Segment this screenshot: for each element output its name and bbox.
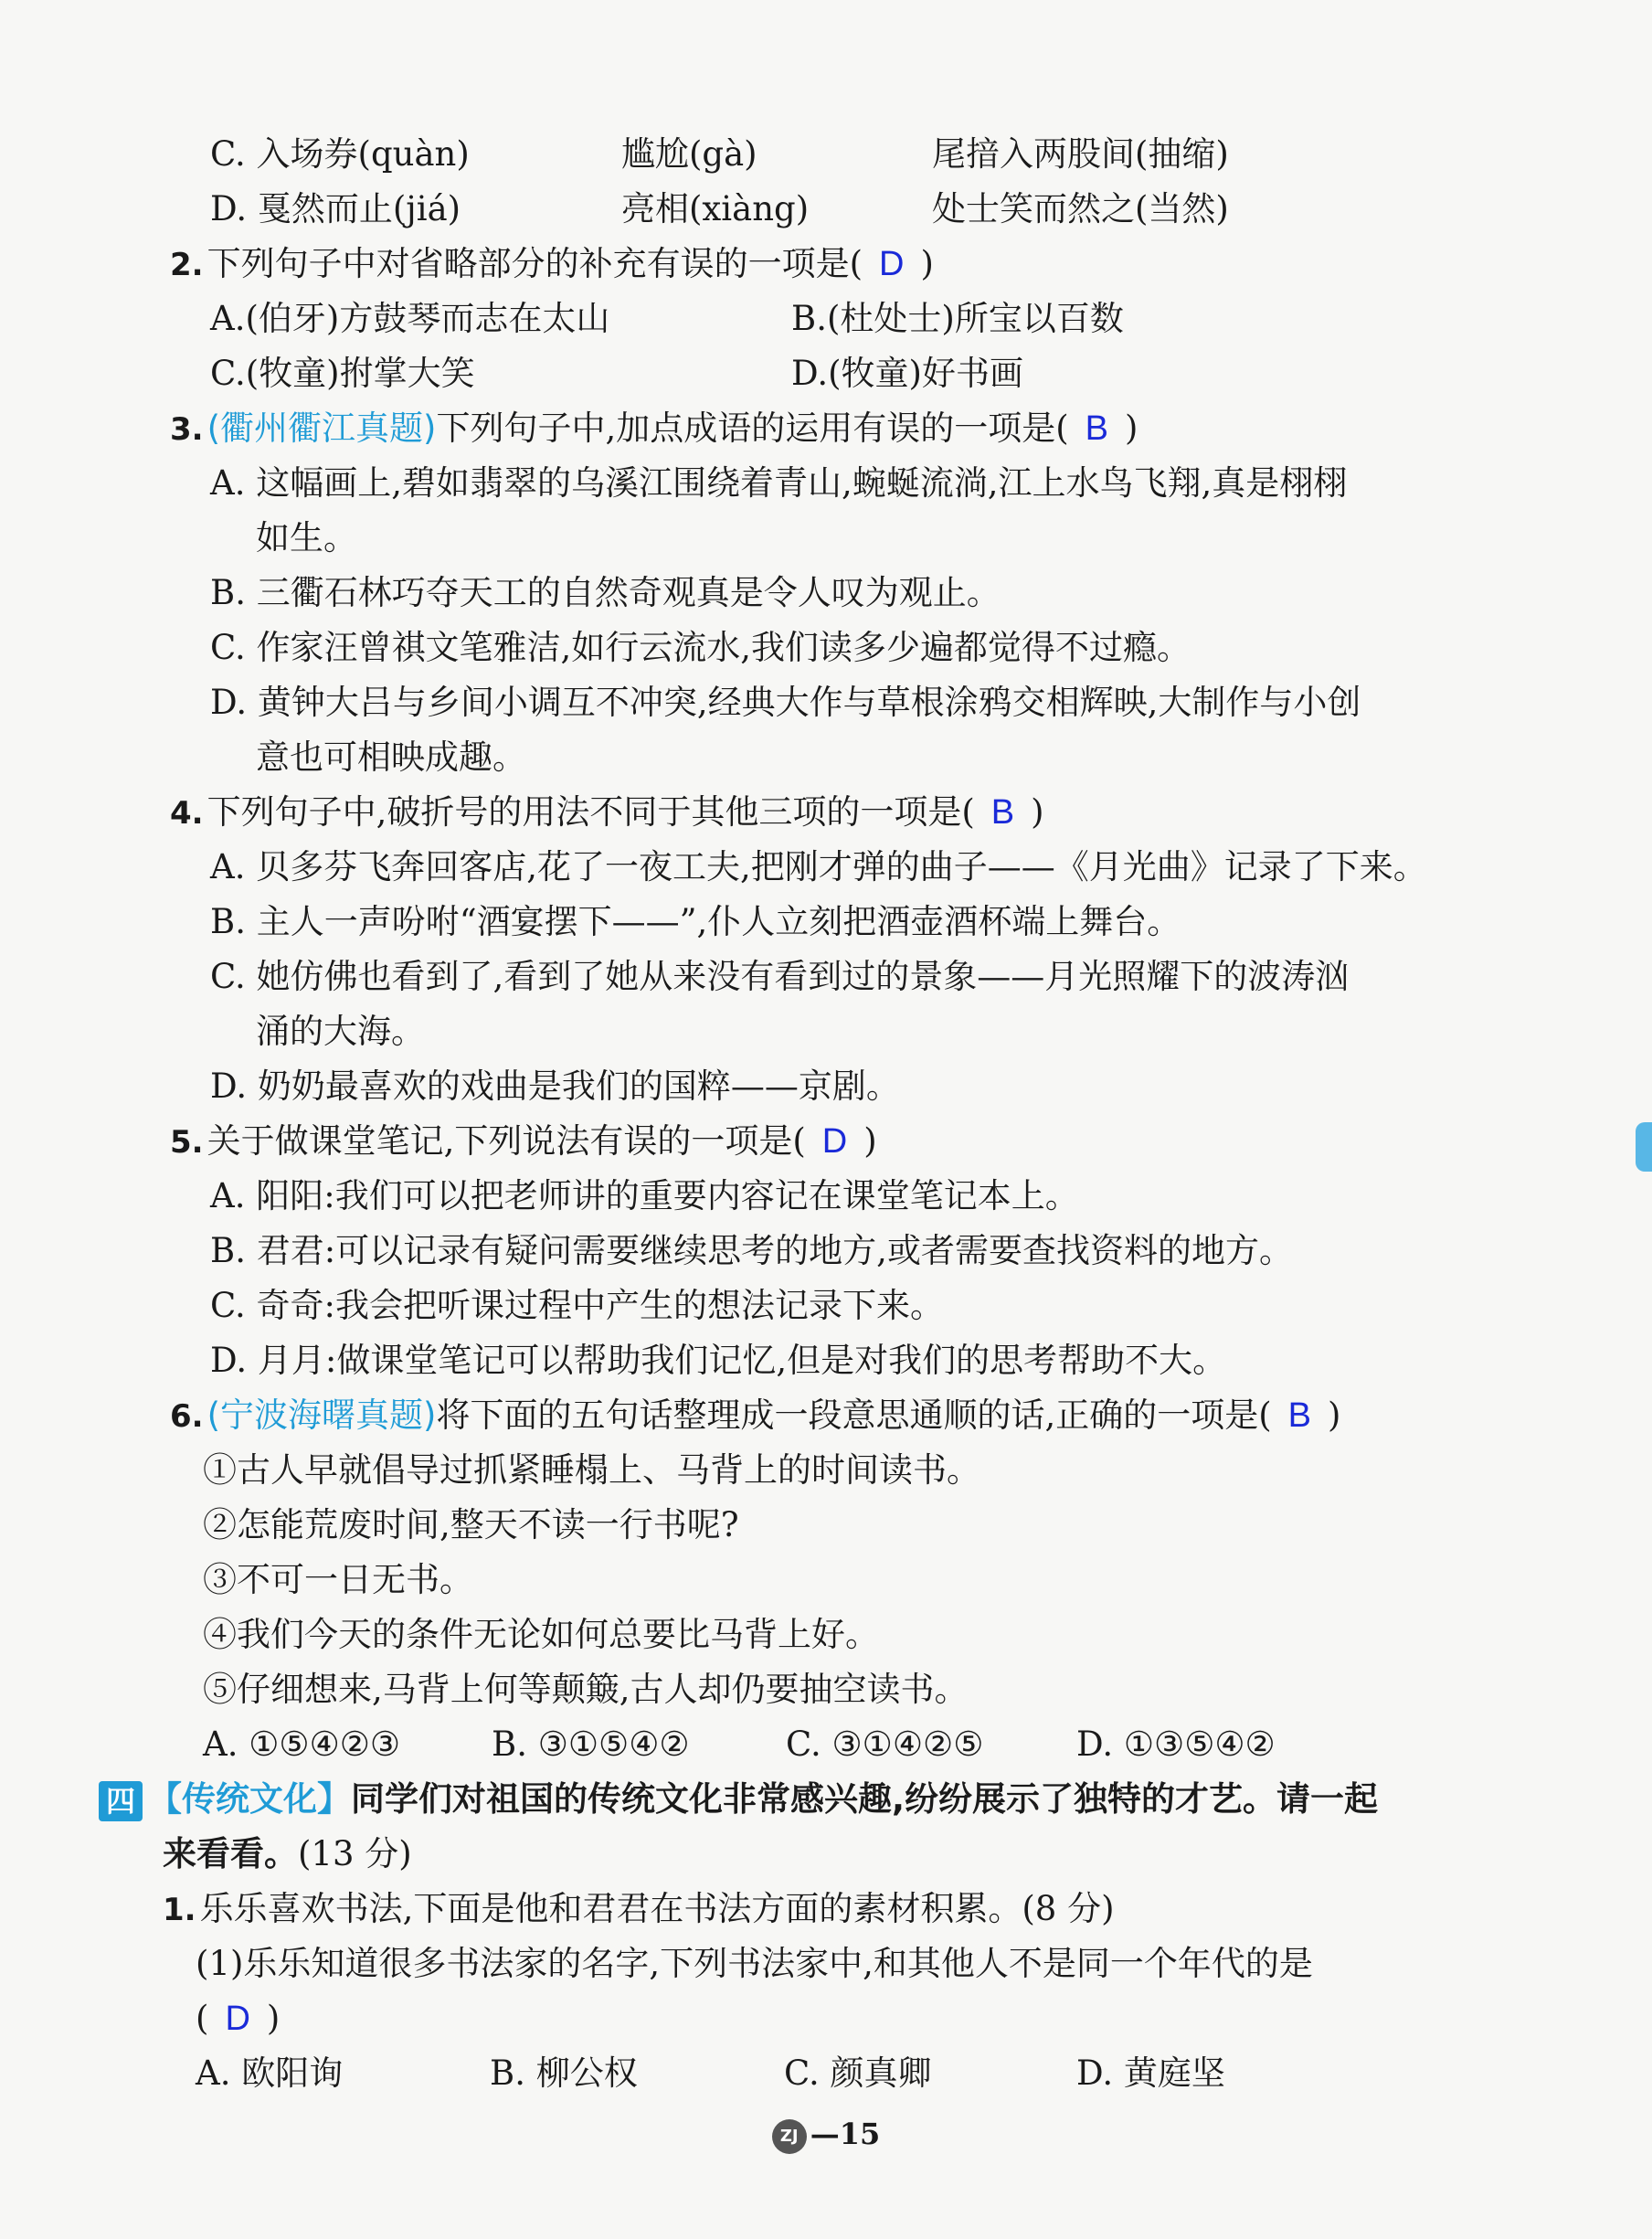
q3-number: 3. xyxy=(170,411,204,448)
q2-answer: D xyxy=(879,245,905,283)
q4-option-c-line1: C. 她仿佛也看到了,看到了她从来没有看到过的景象——月光照耀下的波涛汹 xyxy=(210,957,1350,996)
s4-q1-sub1-close: ) xyxy=(266,1999,281,2038)
q6-source: (宁波海曙真题) xyxy=(206,1395,437,1435)
section4-tag: 【传统文化】 xyxy=(148,1779,351,1819)
side-tab-marker xyxy=(1636,1122,1652,1172)
q4-number: 4. xyxy=(170,795,204,832)
q6-number: 6. xyxy=(170,1398,204,1435)
section4-heading xyxy=(99,1778,1378,1821)
q6-option-b: B. ③①⑤④② xyxy=(492,1724,690,1764)
s4-q1-sub1-open: ( xyxy=(196,1999,209,2038)
q3-option-b: B. 三衢石林巧夺天工的自然奇观真是令人叹为观止。 xyxy=(210,573,1001,612)
q3-source: (衢州衢江真题) xyxy=(206,409,437,448)
page-badge: ZJ xyxy=(772,2119,807,2154)
q2-stem-text: 下列句子中对省略部分的补充有误的一项是( xyxy=(206,244,863,283)
q2-close: ) xyxy=(920,244,934,283)
q6-option-c: C. ③①④②⑤ xyxy=(786,1724,984,1764)
q6-stem xyxy=(170,1395,1340,1438)
q2-number: 2. xyxy=(170,247,204,283)
q4-option-a: A. 贝多芬飞奔回客店,花了一夜工夫,把刚才弹的曲子——《月光曲》记录了下来。 xyxy=(210,847,1427,886)
q5-close: ) xyxy=(863,1121,877,1161)
s4-q1-option-d: D. 黄庭坚 xyxy=(1076,2053,1225,2093)
section4-score: (13 分) xyxy=(298,1834,412,1873)
q3-option-c: C. 作家汪曾祺文笔雅洁,如行云流水,我们读多少遍都觉得不过瘾。 xyxy=(210,628,1191,667)
section4-title-line2: 来看看。 xyxy=(163,1834,298,1873)
q4-option-b: B. 主人一声吩咐“酒宴摆下——”,仆人立刻把酒壶酒杯端上舞台。 xyxy=(210,902,1181,941)
q3-option-a-line2: 如生。 xyxy=(256,518,357,557)
q5-option-c: C. 奇奇:我会把听课过程中产生的想法记录下来。 xyxy=(210,1286,944,1325)
section4-heading-line2 xyxy=(163,1833,412,1875)
q6-sentence-3: ③不可一日无书。 xyxy=(203,1560,473,1599)
q6-sentence-4: ④我们今天的条件无论如何总要比马背上好。 xyxy=(203,1615,879,1654)
q6-stem-text: 将下面的五句话整理成一段意思通顺的话,正确的一项是( xyxy=(436,1395,1272,1435)
q1-row-d-c: 处士笑而然之(当然) xyxy=(932,189,1229,228)
q6-option-a: A. ①⑤④②③ xyxy=(203,1724,401,1764)
q6-sentence-2: ②怎能荒废时间,整天不读一行书呢? xyxy=(203,1505,739,1544)
q4-close: ) xyxy=(1031,792,1044,832)
section4-title-line1: 同学们对祖国的传统文化非常感兴趣,纷纷展示了独特的才艺。请一起 xyxy=(351,1779,1379,1819)
q1-row-d-b: 亮相(xiàng) xyxy=(621,189,810,228)
q5-option-b: B. 君君:可以记录有疑问需要继续思考的地方,或者需要查找资料的地方。 xyxy=(210,1231,1293,1270)
q3-option-d-line1: D. 黄钟大吕与乡间小调互不冲突,经典大作与草根涂鸦交相辉映,大制作与小创 xyxy=(210,683,1361,722)
q2-option-d: D.(牧童)好书画 xyxy=(791,354,1023,393)
q6-answer: B xyxy=(1287,1396,1312,1435)
s4-q1-stem xyxy=(163,1888,1115,1931)
q4-answer: B xyxy=(990,793,1015,832)
q1-row-c-c: 尾揞入两股间(抽缩) xyxy=(932,134,1229,174)
q1-row-d-a: D. 戛然而止(jiá) xyxy=(210,189,461,228)
q5-answer: D xyxy=(821,1122,848,1161)
q1-row-c-a: C. 入场券(quàn) xyxy=(210,134,470,174)
section4-mark: 四 xyxy=(99,1781,143,1821)
s4-q1-number: 1. xyxy=(163,1892,196,1928)
s4-q1-sub1-answer-line xyxy=(196,1998,280,2040)
q5-stem-text: 关于做课堂笔记,下列说法有误的一项是( xyxy=(206,1121,806,1161)
q6-close: ) xyxy=(1328,1395,1341,1435)
q1-row-c-b: 尴尬(gà) xyxy=(621,134,757,174)
q5-option-a: A. 阳阳:我们可以把老师讲的重要内容记在课堂笔记本上。 xyxy=(210,1176,1079,1215)
q4-stem-text: 下列句子中,破折号的用法不同于其他三项的一项是( xyxy=(206,792,975,832)
q2-option-c: C.(牧童)拊掌大笑 xyxy=(210,354,475,393)
q5-stem xyxy=(170,1120,877,1163)
q6-option-d: D. ①③⑤④② xyxy=(1076,1724,1276,1764)
q2-option-b: B.(杜处士)所宝以百数 xyxy=(791,299,1124,338)
q6-sentence-5: ⑤仔细想来,马背上何等颠簸,古人却仍要抽空读书。 xyxy=(203,1670,969,1709)
page-number: —15 xyxy=(810,2117,881,2151)
q2-option-a: A.(伯牙)方鼓琴而志在太山 xyxy=(210,299,610,338)
q3-stem-text: 下列句子中,加点成语的运用有误的一项是( xyxy=(436,409,1069,448)
q5-option-d: D. 月月:做课堂笔记可以帮助我们记忆,但是对我们的思考帮助不大。 xyxy=(210,1341,1227,1380)
q3-option-a-line1: A. 这幅画上,碧如翡翠的乌溪江围绕着青山,蜿蜒流淌,江上水鸟飞翔,真是栩栩 xyxy=(210,463,1348,503)
page-footer xyxy=(0,2117,1652,2154)
s4-q1-stem-text: 乐乐喜欢书法,下面是他和君君在书法方面的素材积累。(8 分) xyxy=(199,1889,1115,1928)
s4-q1-sub1-line1: (1)乐乐知道很多书法家的名字,下列书法家中,和其他人不是同一个年代的是 xyxy=(196,1944,1313,1983)
s4-q1-sub1-answer: D xyxy=(225,2000,250,2038)
q4-stem xyxy=(170,791,1044,834)
q4-option-c-line2: 涌的大海。 xyxy=(256,1012,425,1051)
s4-q1-option-a: A. 欧阳询 xyxy=(196,2053,344,2093)
q5-number: 5. xyxy=(170,1124,204,1161)
q3-option-d-line2: 意也可相映成趣。 xyxy=(256,737,526,777)
s4-q1-option-c: C. 颜真卿 xyxy=(784,2053,932,2093)
q3-answer: B xyxy=(1085,409,1109,448)
q3-close: ) xyxy=(1125,409,1138,448)
q3-stem xyxy=(170,408,1138,451)
q2-stem xyxy=(170,243,934,286)
q4-option-d: D. 奶奶最喜欢的戏曲是我们的国粹——京剧。 xyxy=(210,1066,900,1106)
s4-q1-option-b: B. 柳公权 xyxy=(490,2053,638,2093)
q6-sentence-1: ①古人早就倡导过抓紧睡榻上、马背上的时间读书。 xyxy=(203,1450,980,1490)
